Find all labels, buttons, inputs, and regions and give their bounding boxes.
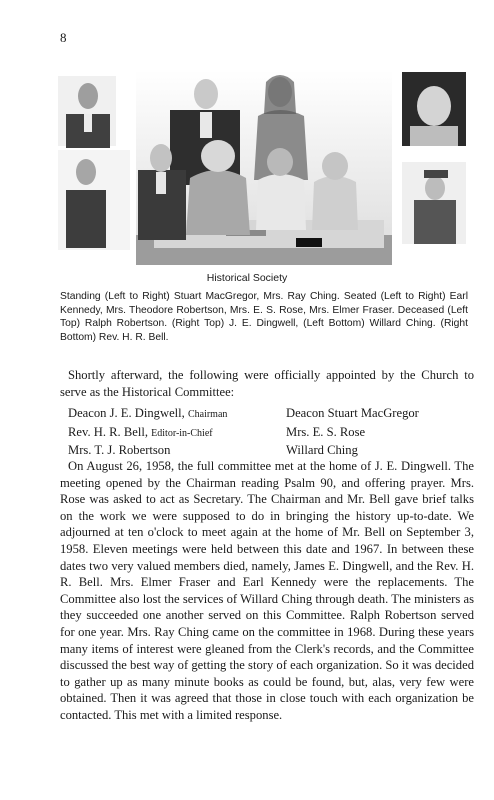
caption-title: Historical Society (206, 272, 288, 284)
committee-row (68, 424, 468, 443)
member-role: Editor-in-Chief (151, 427, 213, 439)
member-name: Mrs. T. J. Robertson (68, 443, 171, 458)
committee-row (68, 442, 468, 459)
committee-row (68, 405, 468, 424)
photo-caption: Standing (Left to Right) Stuart MacGregor, Mrs. Ray Ching. Seated (Left to Right) Earl Kennedy, Mrs. Theodore Robertson, Mrs. E. S. Rose, Mrs. Elmer Fraser. Deceased (Left Top) Ralph Robertson. (Right Top) J. E. Dingwell, (Left Bottom) Willard Ching. (Right Bottom) Rev. H. R. Bell. (60, 291, 468, 343)
member-name: Willard Ching (286, 443, 358, 458)
group-photo-illustration (58, 70, 468, 265)
intro-paragraph: Shortly afterward, the following were officially appointed by the Church to serve as the Historical Committee: (60, 368, 474, 399)
member-name: Rev. H. R. Bell, (68, 424, 148, 439)
member-name: Mrs. E. S. Rose (286, 424, 366, 439)
main-paragraph: On August 26, 1958, the full committee met at the home of J. E. Dingwell. The meeting opened by the Chairman reading Psalm 90, and offering prayer. Mrs. Rose was asked to act as Secretary. The Chairman and Mr. Bell gave brief talks on the work we were supposed to do in bringing the history up-to-date. We adjourned at ten o'clock to meet again at the home of Mr. Bell on September 3, 1958. Eleven meetings were held between this date and 1967. In between these dates two very valued members died, namely, James E. Dingwell, and the Rev. H. R. Bell. Mrs. Elmer Fraser and Earl Kennedy were the replacements. The Committee also lost the services of Willard Ching through death. The ministers as they succeeded one another served on this Committee. Ralph Robertson served for one year. Mrs. Ray Ching came on the committee in 1968. During these years many items of interest were gleaned from the Clerk's records, and the Committee discussed the best way of getting the story of each organization. So it was decided to gather up as many minute books as could be found, but, alas, very few were obtained. Then it was agreed that those in close touch with each organization be contacted. This met with a limited response. (60, 459, 474, 722)
member-role: Chairman (187, 409, 228, 420)
member-name: Deacon Stuart MacGregor (286, 406, 419, 420)
historical-society-photo (58, 70, 468, 265)
member-name: Deacon J. E. Dingwell, (68, 406, 185, 420)
committee-list (68, 405, 468, 459)
page-number: 8 (60, 30, 67, 45)
